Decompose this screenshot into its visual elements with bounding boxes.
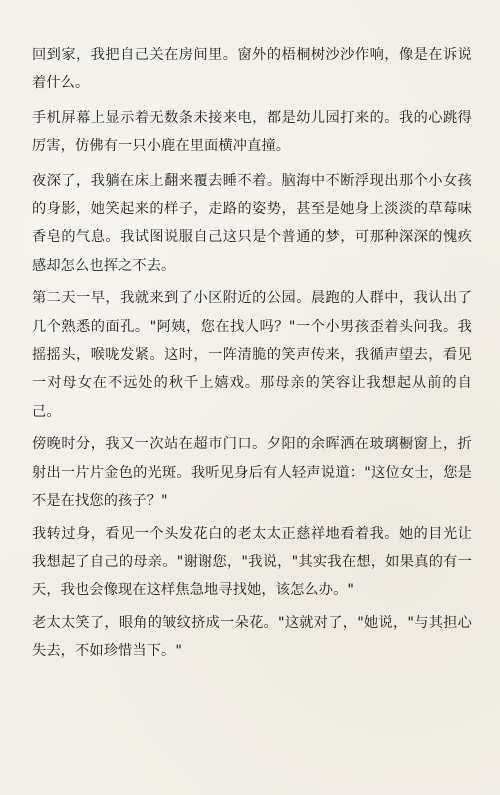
paragraph-1: 回到家，我把自己关在房间里。窗外的梧桐树沙沙作响，像是在诉说着什么。 <box>32 47 472 92</box>
paragraph-5: 傍晚时分，我又一次站在超市门口。夕阳的余晖洒在玻璃橱窗上，折射出一片片金色的光斑。我听见身后有人轻声说道："这位女士，您是不是在找您的孩子？" <box>32 436 472 510</box>
paragraph-2: 手机屏幕上显示着无数条未接来电，都是幼儿园打来的。我的心跳得厉害，仿佛有一只小鹿在里面横冲直撞。 <box>32 109 472 155</box>
paragraph-4: 第二天一早，我就来到了小区附近的公园。晨跑的人群中，我认出了几个熟悉的面孔。"阿姨，您在找人吗？"一个小男孩歪着头问我。我摇摇头，喉咙发紧。这时，一阵清脆的笑声传来，我循声望去，看见一对母女在不远处的秋千上嬉戏。那母亲的笑容让我想起从前的自己。 <box>32 290 472 420</box>
paragraph-6: 我转过身，看见一个头发花白的老太太正慈祥地看着我。她的目光让我想起了自己的母亲。"谢谢您，"我说，"其实我在想，如果真的有一天，我也会像现在这样焦急地寻找她，该怎么办。" <box>32 525 472 599</box>
paragraph-3: 夜深了，我躺在床上翻来覆去睡不着。脑海中不断浮现出那个小女孩的身影，她笑起来的样子，走路的姿势，甚至是她身上淡淡的草莓味香皂的气息。我试图说服自己这只是个普通的梦，可那种深深的愧疚感却怎么也挥之不去。 <box>32 172 472 274</box>
story-text <box>32 41 472 666</box>
paragraph-7: 老太太笑了，眼角的皱纹挤成一朵花。"这就对了，"她说，"与其担心失去，不如珍惜当下。" <box>32 614 472 660</box>
